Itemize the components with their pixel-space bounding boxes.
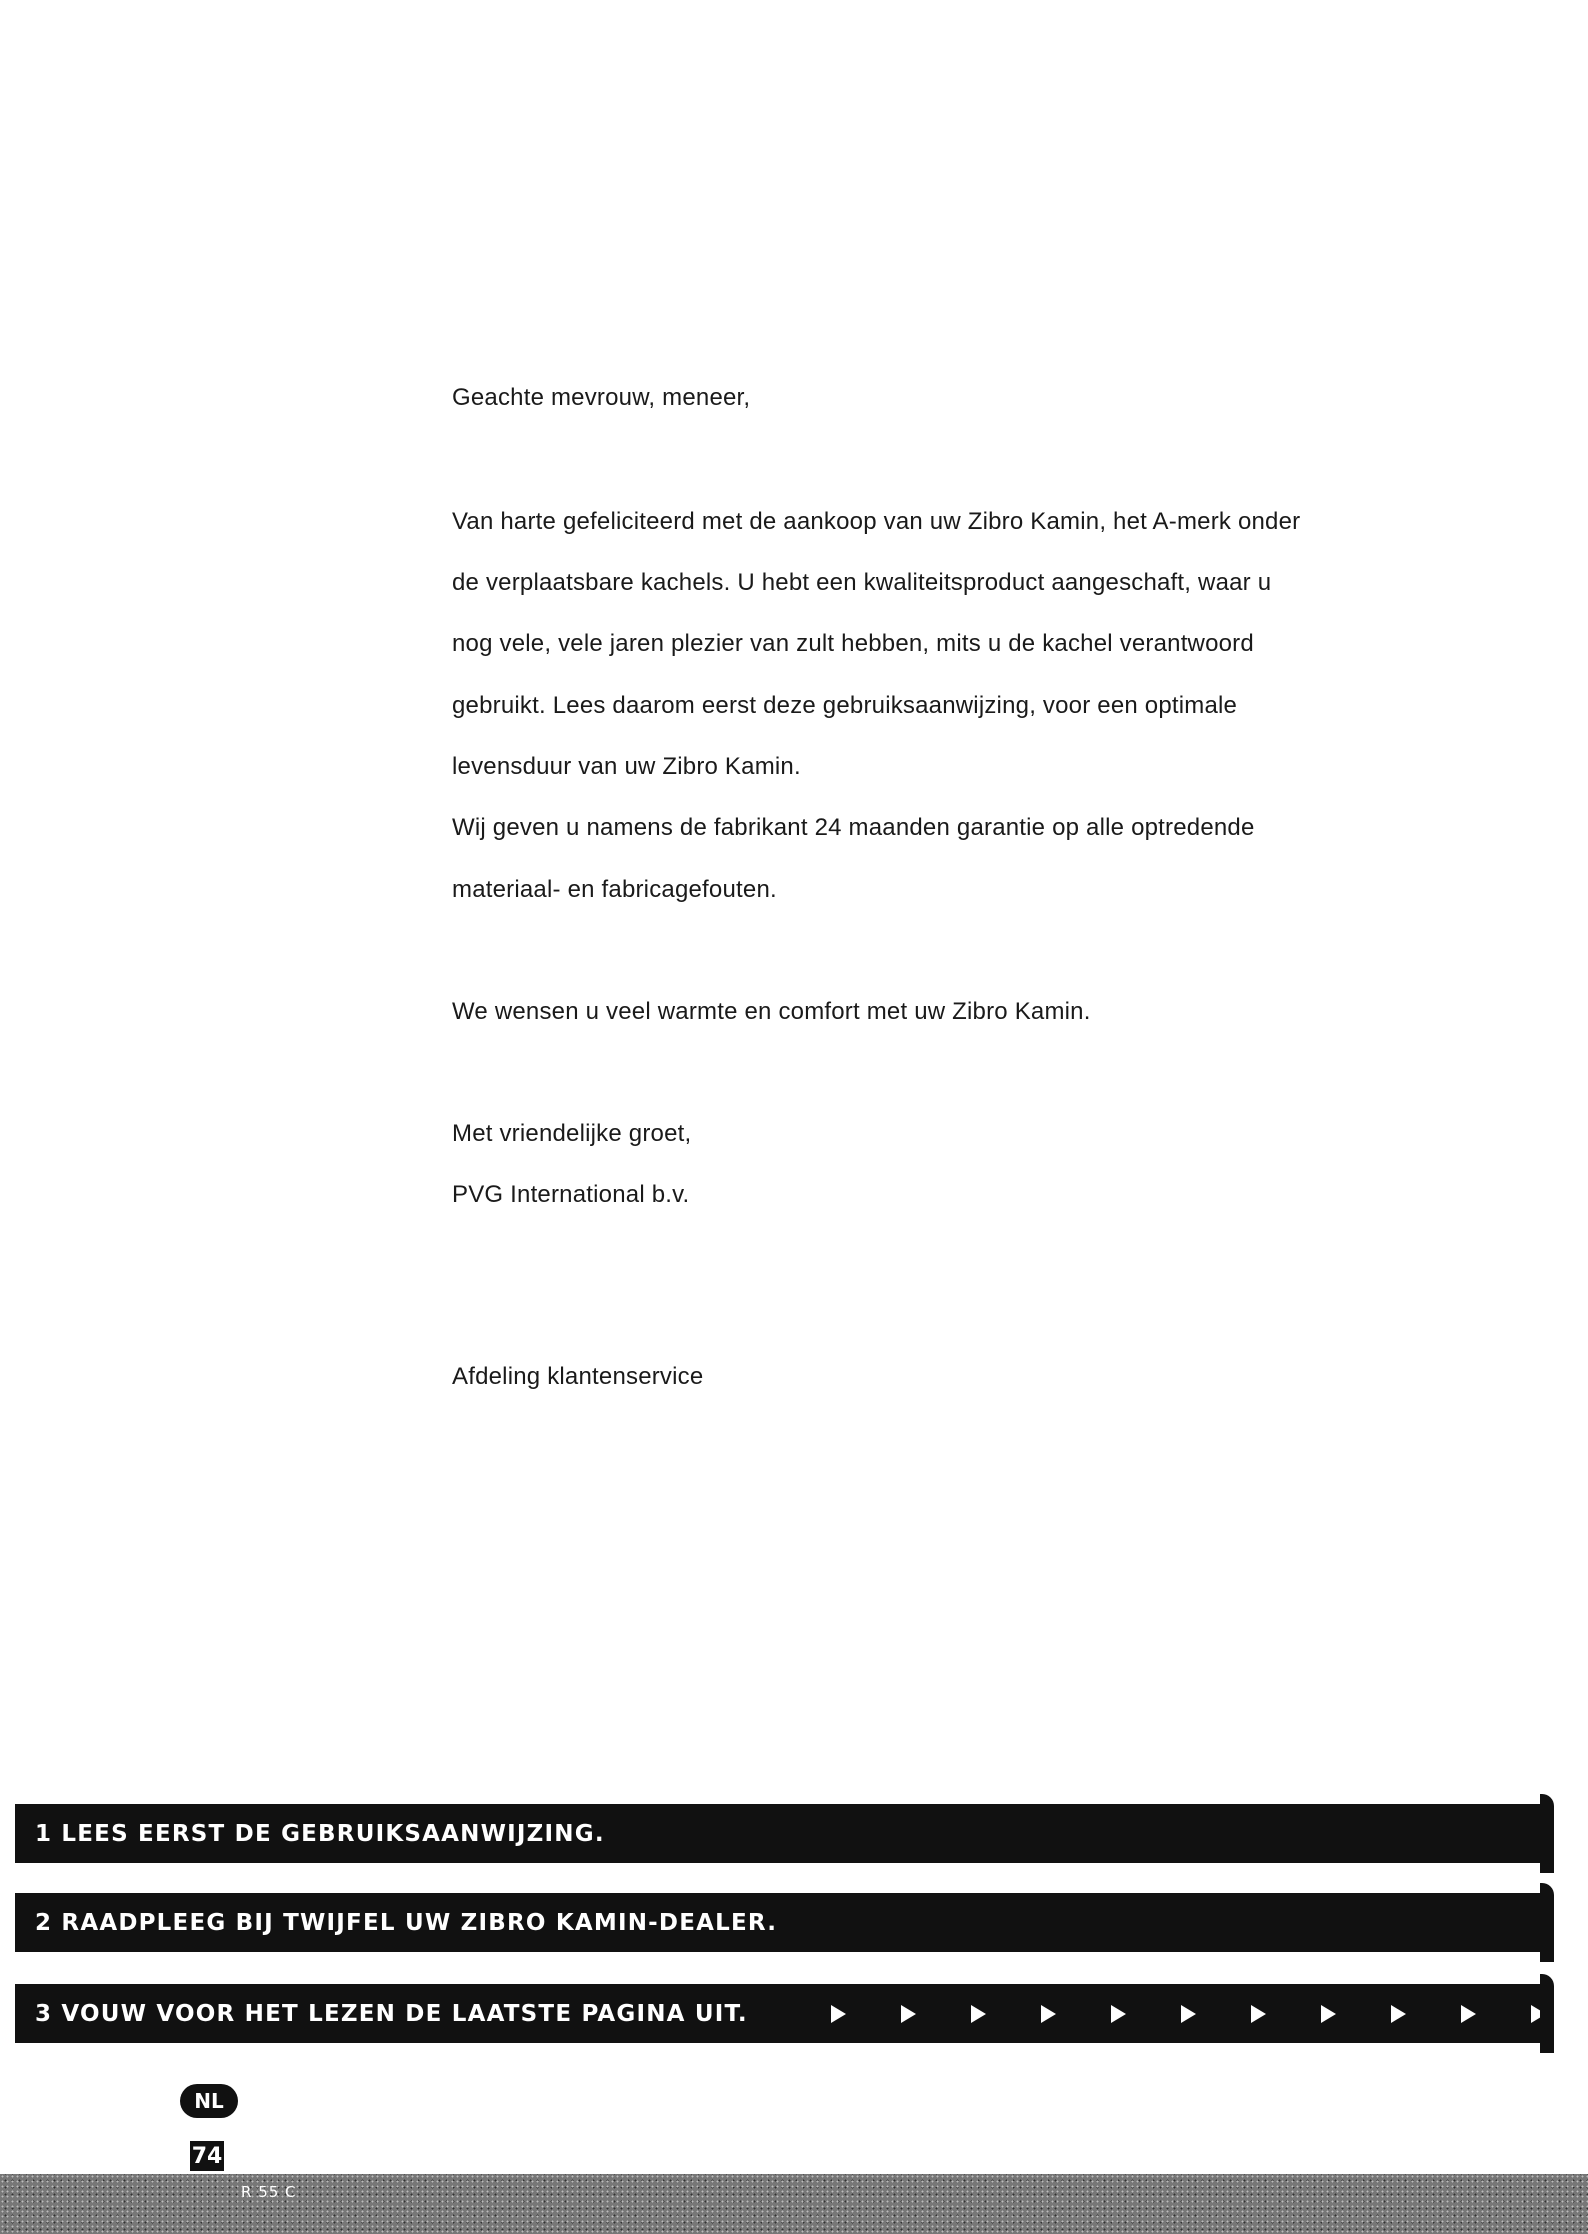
model-code: R 55 C (241, 2183, 297, 2201)
right-triangle-icon (971, 2005, 986, 2023)
banner-curl (1540, 1974, 1554, 2053)
right-triangle-icon (1391, 2005, 1406, 2023)
language-badge: NL (180, 2084, 238, 2118)
arrow-row (831, 1984, 1546, 2043)
salutation: Geachte mevrouw, meneer, (452, 384, 751, 411)
paragraph-line: levensduur van uw Zibro Kamin. (452, 753, 801, 780)
paragraph-line: gebruikt. Lees daarom eerst deze gebruiksaanwijzing, voor een optimale (452, 692, 1238, 719)
paragraph-line: materiaal- en fabricagefouten. (452, 876, 777, 903)
instruction-banner-1 (15, 1804, 1550, 1863)
paragraph-line: Van harte gefeliciteerd met de aankoop van uw Zibro Kamin, het A-merk onder (452, 508, 1301, 535)
page-number: 74 (190, 2141, 224, 2171)
closing-line: Met vriendelijke groet, (452, 1120, 692, 1147)
paragraph-line: nog vele, vele jaren plezier van zult hebben, mits u de kachel verantwoord (452, 630, 1254, 657)
right-triangle-icon (1461, 2005, 1476, 2023)
instruction-banner-2 (15, 1893, 1550, 1952)
banner-text: 1 LEES EERST DE GEBRUIKSAANWIJZING. (35, 1820, 605, 1847)
right-triangle-icon (1321, 2005, 1336, 2023)
footer-strip (0, 2174, 1588, 2234)
instruction-banner-3 (15, 1984, 1550, 2043)
wish-line: We wensen u veel warmte en comfort met uw Zibro Kamin. (452, 998, 1091, 1025)
paragraph-line: Wij geven u namens de fabrikant 24 maanden garantie op alle optredende (452, 814, 1255, 841)
right-triangle-icon (1181, 2005, 1196, 2023)
right-triangle-icon (901, 2005, 916, 2023)
banner-curl (1540, 1794, 1554, 1873)
banner-text: 3 VOUW VOOR HET LEZEN DE LAATSTE PAGINA UIT. (35, 2000, 748, 2027)
department-name: Afdeling klantenservice (452, 1363, 704, 1390)
right-triangle-icon (1251, 2005, 1266, 2023)
company-name: PVG International b.v. (452, 1181, 690, 1208)
banner-text: 2 RAADPLEEG BIJ TWIJFEL UW ZIBRO KAMIN-DEALER. (35, 1909, 778, 1936)
paragraph-line: de verplaatsbare kachels. U hebt een kwaliteitsproduct aangeschaft, waar u (452, 569, 1272, 596)
right-triangle-icon (1111, 2005, 1126, 2023)
right-triangle-icon (1041, 2005, 1056, 2023)
banner-curl (1540, 1883, 1554, 1962)
right-triangle-icon (831, 2005, 846, 2023)
